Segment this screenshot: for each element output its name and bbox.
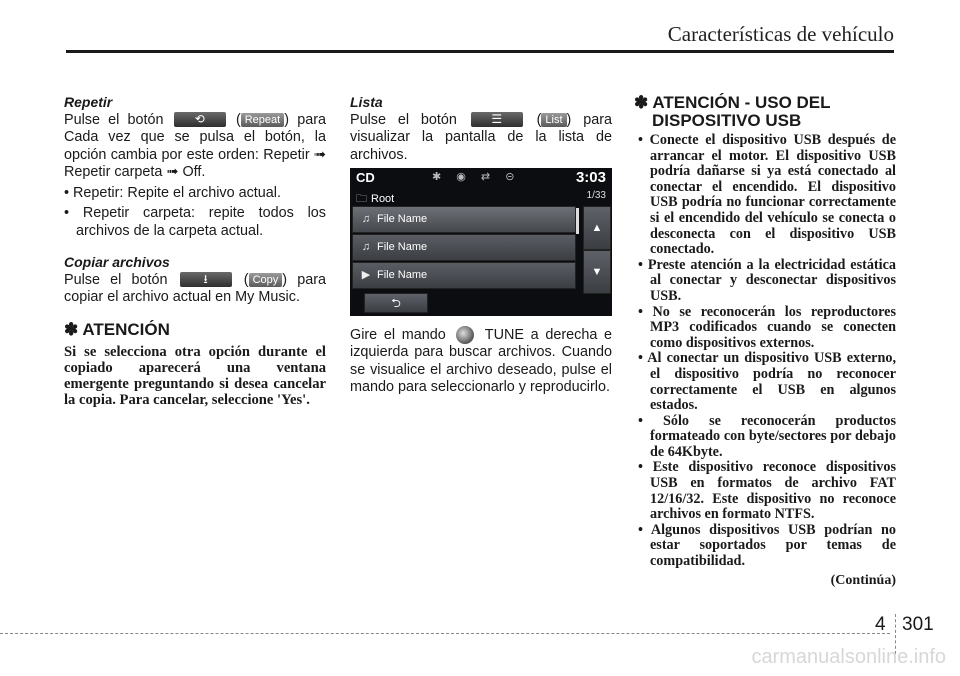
tune-text: [350, 326, 612, 397]
folder-icon: 🗀: [356, 193, 367, 205]
tune-pre: Gire el mando: [350, 326, 446, 343]
section-number: 4: [875, 614, 886, 635]
usb-item: • No se reconocerán los reproductores MP3 codificados cuando se conecten como dispositivos externos.: [638, 303, 896, 351]
column-2-lower: [350, 326, 612, 397]
repetir-heading: Repetir: [64, 94, 113, 110]
copiar-heading: Copiar archivos: [64, 254, 170, 270]
copiar-text: copiar el archivo actual en My Music.: [64, 289, 300, 305]
column-1: [64, 94, 326, 408]
play-icon: ▶: [361, 269, 371, 281]
copiar-intro-post: para: [297, 271, 326, 288]
lista-heading: Lista: [350, 94, 383, 110]
file-name: File Name: [377, 213, 428, 225]
file-name: File Name: [377, 241, 428, 253]
lista-text: visualizar la pantalla de la lista de archivos.: [350, 129, 612, 163]
page-number: 301: [902, 614, 934, 635]
file-row[interactable]: [352, 234, 576, 261]
page-header-title: Características de vehículo: [667, 22, 894, 46]
screen-track-count: 1/33: [586, 190, 606, 201]
usb-list: [634, 133, 896, 570]
copiar-intro: Pulse el botón ⭳ ( Copy ) para copiar el archivo actual en My Music.: [64, 271, 326, 305]
lista-intro: Pulse el botón ☰ ( List ) para visualizar la pantalla de la lista de archivos.: [350, 111, 612, 163]
repeat-icon: ⟲: [174, 112, 226, 127]
watermark: carmanualsonline.info: [751, 646, 946, 668]
repeat-button-label: Repeat: [241, 113, 284, 127]
usb-item: • Algunos dispositivos USB podrían no estar soportados por temas de compatibilidad.: [638, 521, 896, 570]
music-note-icon: ♫: [361, 241, 371, 253]
status-icons: ✱ ◉ ⇄ ⊝: [432, 171, 521, 183]
file-name: File Name: [377, 269, 428, 281]
atencion-text: Si se selecciona otra opción durante el copiado aparecerá una ventana emergente preguntando si desea cancelar la copia. Para cancelar, seleccione 'Yes'.: [64, 344, 326, 408]
device-screen: [350, 168, 612, 316]
column-2: [350, 94, 612, 164]
usb-item: • Al conectar un dispositivo USB externo, el dispositivo podría no reconocer correctamente el USB en algunos estados.: [638, 350, 896, 414]
scrollbar[interactable]: [576, 208, 579, 234]
file-row[interactable]: [352, 206, 576, 233]
screen-source: CD: [356, 170, 375, 185]
header-rule: [66, 50, 894, 53]
usb-item: • Sólo se reconocerán productos formateado con byte/sectores por debajo de 64Kbyte.: [638, 412, 896, 460]
usb-title-2: DISPOSITIVO USB: [652, 110, 802, 130]
usb-item: • Preste atención a la electricidad estática al conectar y desconectar dispositivos USB.: [638, 256, 896, 304]
scroll-down-button[interactable]: [583, 250, 611, 294]
usb-item: • Conecte el dispositivo USB después de arrancar el motor. El dispositivo USB podría dañarse si ya está conectado al conectar el encendido. El dispositivo USB podría no funcionar correctamente si el encendido del vehículo se conecta o desconecta con el dispositivo USB conectado.: [638, 132, 896, 258]
repetir-bullet-1: • Repetir: Repite el archivo actual.: [64, 184, 282, 201]
file-row[interactable]: [352, 262, 576, 289]
continua-label: (Continúa): [830, 572, 896, 588]
copiar-intro-pre: Pulse el botón: [64, 271, 168, 288]
copy-button-label: Copy: [249, 273, 283, 287]
repetir-text: vez que se pulsa el botón, la opción cambia por este orden: Repetir ➟ Repetir carpeta ➟ Off.: [64, 129, 327, 180]
list-icon: ☰: [471, 112, 523, 127]
footer-rule: [0, 633, 890, 634]
list-button-label: List: [541, 113, 566, 127]
repetir-intro-pre: Pulse el botón: [64, 111, 164, 128]
down-arrow-icon: ▼: [591, 266, 603, 278]
repetir-bullet-2: • Repetir carpeta: repite todos los archivos de la carpeta actual.: [64, 205, 326, 239]
lista-intro-post: para: [583, 111, 612, 128]
repetir-intro: Pulse el botón ⟲ ( Repeat ) para Cada vez que se pulsa el botón, la opción cambia por este orden: Repetir ➟ Repetir carpeta ➟ Off.: [64, 111, 327, 180]
screen-time: 3:03: [575, 169, 606, 186]
usb-title-1: ✽ ATENCIÓN - USO DEL: [634, 93, 831, 112]
copy-icon: ⭳: [180, 272, 232, 287]
tune-knob-icon: [456, 326, 474, 344]
music-note-icon: ♫: [361, 213, 371, 225]
atencion-title: ✽ ATENCIÓN: [64, 319, 170, 339]
column-3: [634, 94, 896, 589]
lista-intro-pre: Pulse el botón: [350, 111, 457, 128]
scroll-up-button[interactable]: [583, 206, 611, 250]
tune-body: a derecha e izquierda para buscar archivos. Cuando se visualice el archivo deseado, pulse el mando para seleccionarlo y reproducirlo.: [350, 326, 612, 396]
folder-name: Root: [371, 193, 395, 205]
usb-item: • Este dispositivo reconoce dispositivos USB en formatos de archivo FAT 12/16/32. Este dispositivo no reconoce archivos en formato NTFS.: [638, 459, 896, 523]
tune-knob-name: TUNE: [484, 326, 524, 343]
back-button[interactable]: [364, 293, 428, 313]
back-icon: ⮌: [391, 296, 401, 310]
up-arrow-icon: ▲: [591, 222, 603, 234]
repetir-intro-post: para Cada: [64, 111, 326, 145]
